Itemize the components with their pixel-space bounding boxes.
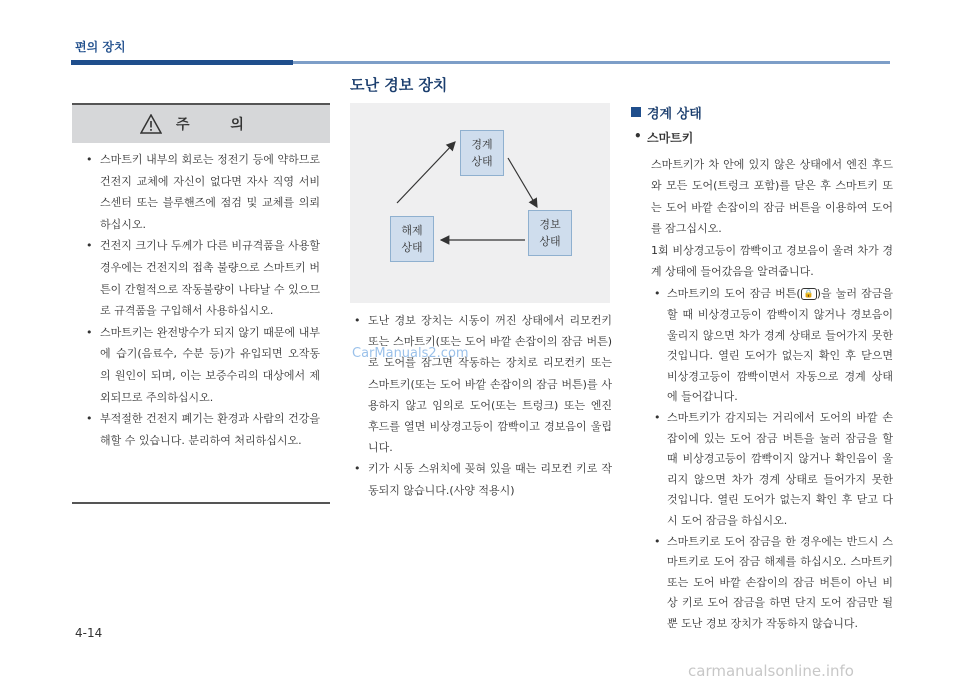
square-bullet-icon: [631, 107, 641, 117]
description-item: • 도난 경보 장치는 시동이 꺼진 상태에서 리모컨키 또는 스마트키(또는 도어 바깥 손잡이의 잠금 버튼)로 도어를 잠그면 작동하는 장치로 리모컨키 또는 스마트키(또는 도어 바깥 손잡이의 잠금 버튼)를 사용하지 않고 임의로 도어(또는 트렁크) 또는 엔진 후드를 열면 비상경고등이 깜빡이고 경보음이 울립니다.: [352, 310, 612, 458]
paragraph-b: 1회 비상경고등이 깜빡이고 경보음이 울려 차가 경계 상태에 들어갔음을 알려줍니다.: [651, 243, 893, 279]
state-box-alarm: [528, 210, 572, 256]
description-item: • 키가 시동 스위치에 꽂혀 있을 때는 리모컨 키로 작동되지 않습니다.(사양 적용시): [352, 458, 612, 500]
caution-box: [72, 103, 330, 504]
state-label: 해제: [401, 224, 423, 237]
heading-text: 경계 상태: [647, 106, 702, 122]
state-box-armed: [460, 130, 504, 176]
state-box-disarmed: [390, 216, 434, 262]
armed-state-section: [631, 103, 893, 635]
header-rule-dark: [71, 60, 293, 65]
caution-item: • 스마트키 내부의 회로는 정전기 등에 약하므로 건전지 교체에 자신이 없다면 자사 직영 서비스센터 또는 블루핸즈에 점검 및 교체를 의뢰하십시오.: [84, 149, 320, 235]
note-text-post: )을 눌러 잠금을 할 때 비상경고등이 깜빡이지 않거나 경보음이 울리지 않으면 차가 경계 상태로 들어가지 못한 것입니다. 열린 도어가 없는지 확인 후 닫으면 비상경고등이 깜빡이면서 자동으로 경계 상태에 들어갑니다.: [667, 287, 893, 404]
warning-icon: [140, 114, 162, 134]
armed-note-item: [651, 284, 893, 408]
caution-item: • 스마트키는 완전방수가 되지 않기 때문에 내부에 습기(음료수, 수분 등)가 유입되면 오작동의 원인이 되며, 이는 보증수리의 대상에서 제외되므로 주의하십시오.: [84, 322, 320, 408]
armed-note-item: • 스마트키가 감지되는 거리에서 도어의 바깥 손잡이에 있는 도어 잠금 버튼을 눌러 잠금을 할 때 비상경고등이 깜빡이지 않거나 확인음이 울리지 않으면 차가 경계 상태로 들어가지 못한 것입니다. 열린 도어가 없는지 확인 후 닫고 다시 도어 잠금을 하십시오.: [651, 408, 893, 532]
note-text-pre: 스마트키의 도어 잠금 버튼(: [667, 287, 801, 301]
armed-notes-list: [631, 284, 893, 634]
caution-header: [72, 105, 330, 143]
watermark-footer: carmanualsonline.info: [688, 662, 854, 680]
armed-paragraph: [631, 154, 893, 282]
alarm-description-list: [352, 310, 612, 501]
caution-item: • 건전지 크기나 두께가 다른 비규격품을 사용할 경우에는 건전지의 접촉 불량으로 스마트키 버튼이 간헐적으로 작동불량이 나타날 수 있으므로 규격품을 구입해서 사용하십시오.: [84, 235, 320, 321]
state-label: 상태: [471, 155, 493, 168]
lock-icon: 🔒: [801, 288, 817, 300]
state-label: 경계: [471, 138, 493, 151]
armed-note-item: • 스마트키로 도어 잠금을 한 경우에는 반드시 스마트키로 도어 잠금 해제를 하십시오. 스마트키 또는 도어 바깥 손잡이의 잠금 버튼이 아닌 비상 키로 도어 잠금을 하면 단지 도어 잠금만 될 뿐 도난 경보 장치가 작동하지 않습니다.: [651, 532, 893, 635]
arrow-disarmed-to-armed: [397, 142, 455, 203]
caution-list: [72, 143, 330, 451]
caution-item: • 부적절한 건전지 폐기는 환경과 사람의 건강을 해할 수 있습니다. 분리하여 처리하십시오.: [84, 408, 320, 451]
smart-key-subheading: • 스마트키: [631, 129, 893, 146]
paragraph-a: 스마트키가 차 안에 있지 않은 상태에서 엔진 후드와 모든 도어(트렁크 포함)를 닫은 후 스마트키 또는 도어 바깥 손잡이의 잠금 버튼을 이용하여 도어를 잠그십시오.: [651, 158, 893, 236]
caution-title: 주 의: [176, 117, 262, 133]
header-rule-light: [293, 61, 890, 64]
section-header: 편의 장치: [75, 40, 126, 54]
section-title: 도난 경보 장치: [350, 76, 448, 94]
arrow-armed-to-alarm: [508, 158, 537, 207]
state-label: 상태: [401, 241, 423, 254]
watermark-inline: CarManuals2.com: [352, 346, 469, 361]
alarm-state-diagram: [350, 103, 610, 303]
page-number: 4-14: [75, 626, 103, 640]
armed-state-heading: [631, 103, 893, 121]
state-label: 상태: [539, 235, 561, 248]
state-label: 경보: [539, 218, 561, 231]
